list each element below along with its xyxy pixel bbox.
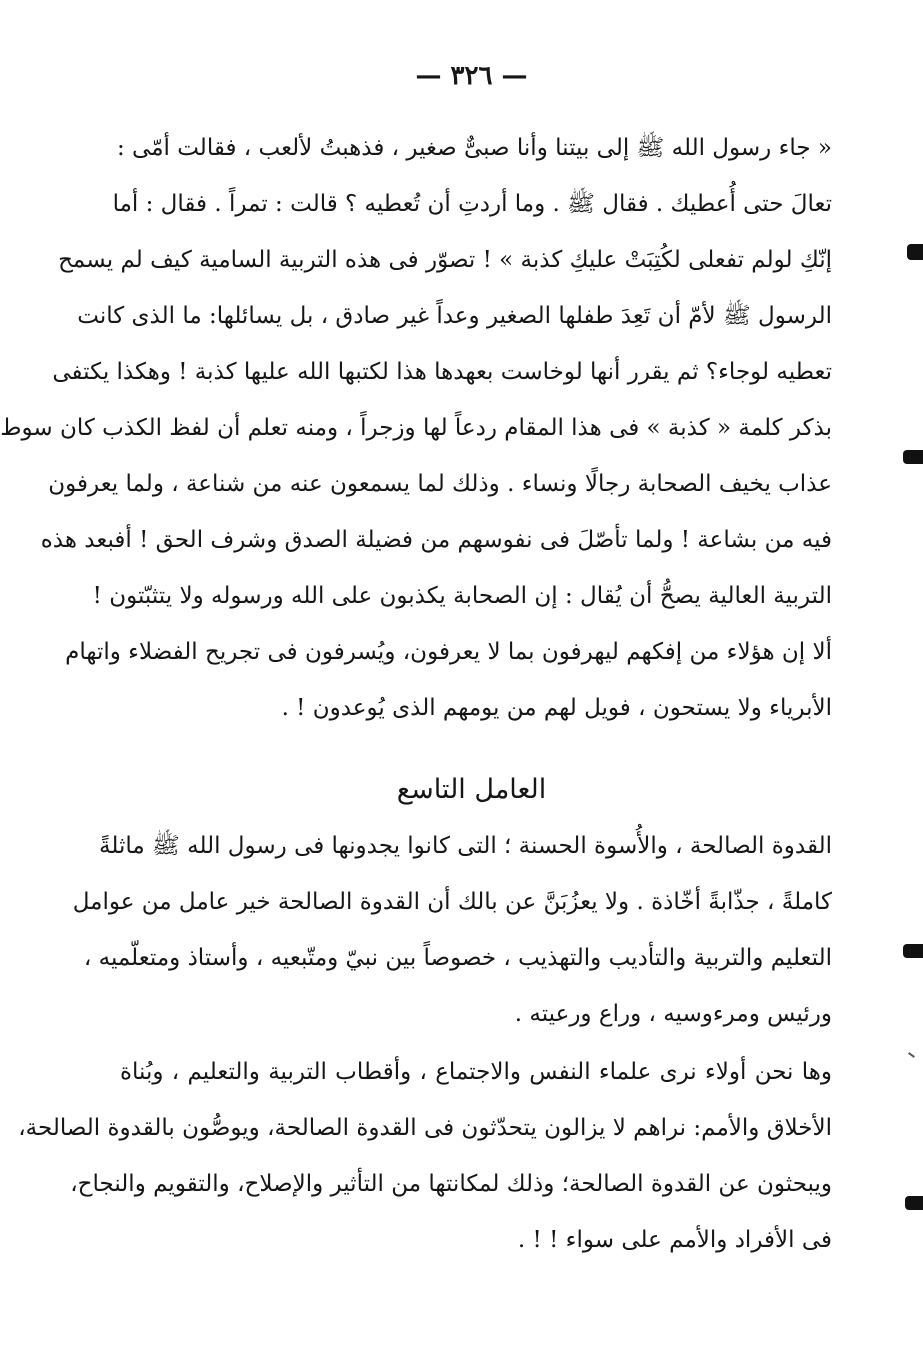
text-line: وها نحن أولاء نرى علماء النفس والاجتماع ، وأقطاب التربية والتعليم ، وبُناة — [120, 1059, 832, 1085]
text-line: بذكر كلمة « كذبة » فى هذا المقام ردعاً لها وزجراً ، ومنه تعلم أن لفظ الكذب كان سوط — [0, 415, 832, 441]
text-line: تعطيه لوجاء؟ ثم يقرر أنها لوخاست بعهدها هذا لكتبها الله عليها كذبة ! وهكذا يكتفى — [52, 359, 832, 385]
text-line: عذاب يخيف الصحابة رجالًا ونساء . وذلك لما يسمعون عنه من شناعة ، ولما يعرفون — [48, 471, 832, 497]
binding-hole-mark — [907, 244, 923, 260]
text-line: الأبرياء ولا يستحون ، فويل لهم من يومهم الذى يُوعدون ! . — [281, 695, 832, 721]
binding-hole-mark — [905, 1196, 923, 1210]
text-line: إنّكِ لولم تفعلى لكُتِبَتْ عليكِ كذبة » ! تصوّر فى هذه التربية السامية كيف لم يسمح — [58, 247, 832, 273]
section-heading: العامل التاسع — [396, 774, 547, 805]
paragraph-good-example — [72, 818, 832, 1042]
text-line: كاملةً ، جذّابةً أخّاذة . ولا يعزُبَنَّ عن بالك أن القدوة الصالحة خير عامل من عوامل — [72, 889, 832, 915]
text-line: التعليم والتربية والتأديب والتهذيب ، خصوصاً بين نبيّ ومتّبعيه ، وأستاذ ومتعلّميه ، — [83, 945, 832, 971]
scan-speck — [908, 1052, 915, 1058]
binding-hole-mark — [903, 450, 923, 464]
text-line: التربية العالية يصحُّ أن يُقال : إن الصحابة يكذبون على الله ورسوله ولا يتثبّتون ! — [92, 583, 832, 609]
page-number: — ٣٢٦ — — [415, 61, 528, 91]
text-line: تعالَ حتى أُعطيك . فقال ﷺ . وما أردتِ أن تُعطيه ؟ قالت : تمراً . فقال : أما — [112, 191, 832, 217]
text-line: فى الأفراد والأمم على سواء ! ! . — [517, 1227, 832, 1253]
binding-hole-mark — [903, 944, 923, 958]
paragraph-hadith-commentary — [0, 120, 832, 736]
text-line: القدوة الصالحة ، والأُسوة الحسنة ؛ التى كانوا يجدونها فى رسول الله ﷺ ماثلةً — [99, 833, 832, 859]
text-line: ورئيس ومرءوسيه ، وراع ورعيته . — [514, 1001, 832, 1027]
text-line: الأخلاق والأمم: نراهم لا يزالون يتحدّثون فى القدوة الصالحة، ويوصُّون بالقدوة الصالحة، — [18, 1115, 832, 1141]
text-line: ويبحثون عن القدوة الصالحة؛ وذلك لمكانتها من التأثير والإصلاح، والتقويم والنجاح، — [70, 1171, 832, 1197]
paragraph-scholars — [18, 1044, 832, 1268]
text-line: الرسول ﷺ لأمّ أن تَعِدَ طفلها الصغير وعداً غير صادق ، بل يسائلها: ما الذى كانت — [77, 303, 832, 329]
text-line: « جاء رسول الله ﷺ إلى بيتنا وأنا صبىٌّ صغير ، فذهبتُ لألعب ، فقالت أمّى : — [116, 135, 832, 161]
text-line: فيه من بشاعة ! ولما تأصّلَ فى نفوسهم من فضيلة الصدق وشرف الحق ! أفبعد هذه — [40, 527, 832, 553]
text-line: ألا إن هؤلاء من إفكهم ليهرفون بما لا يعرفون، ويُسرفون فى تجريح الفضلاء واتهام — [65, 639, 832, 665]
